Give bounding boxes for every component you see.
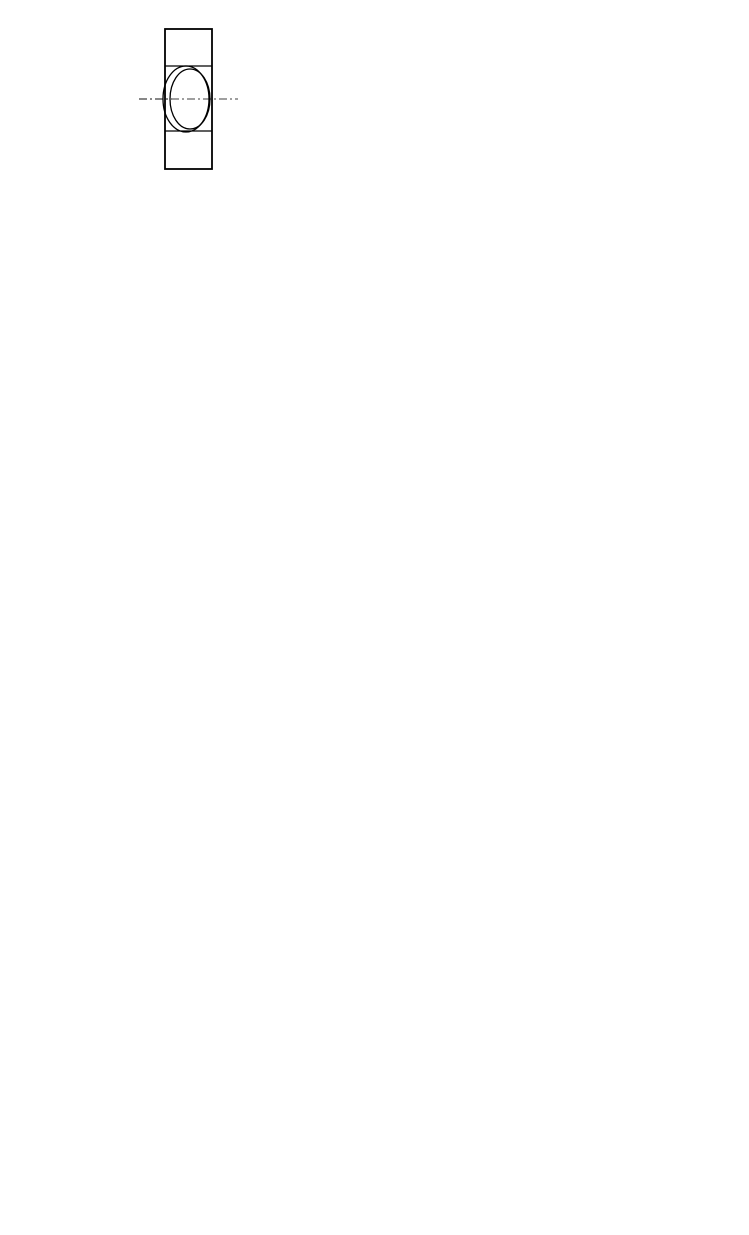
t-bolt-drawing xyxy=(0,0,749,245)
